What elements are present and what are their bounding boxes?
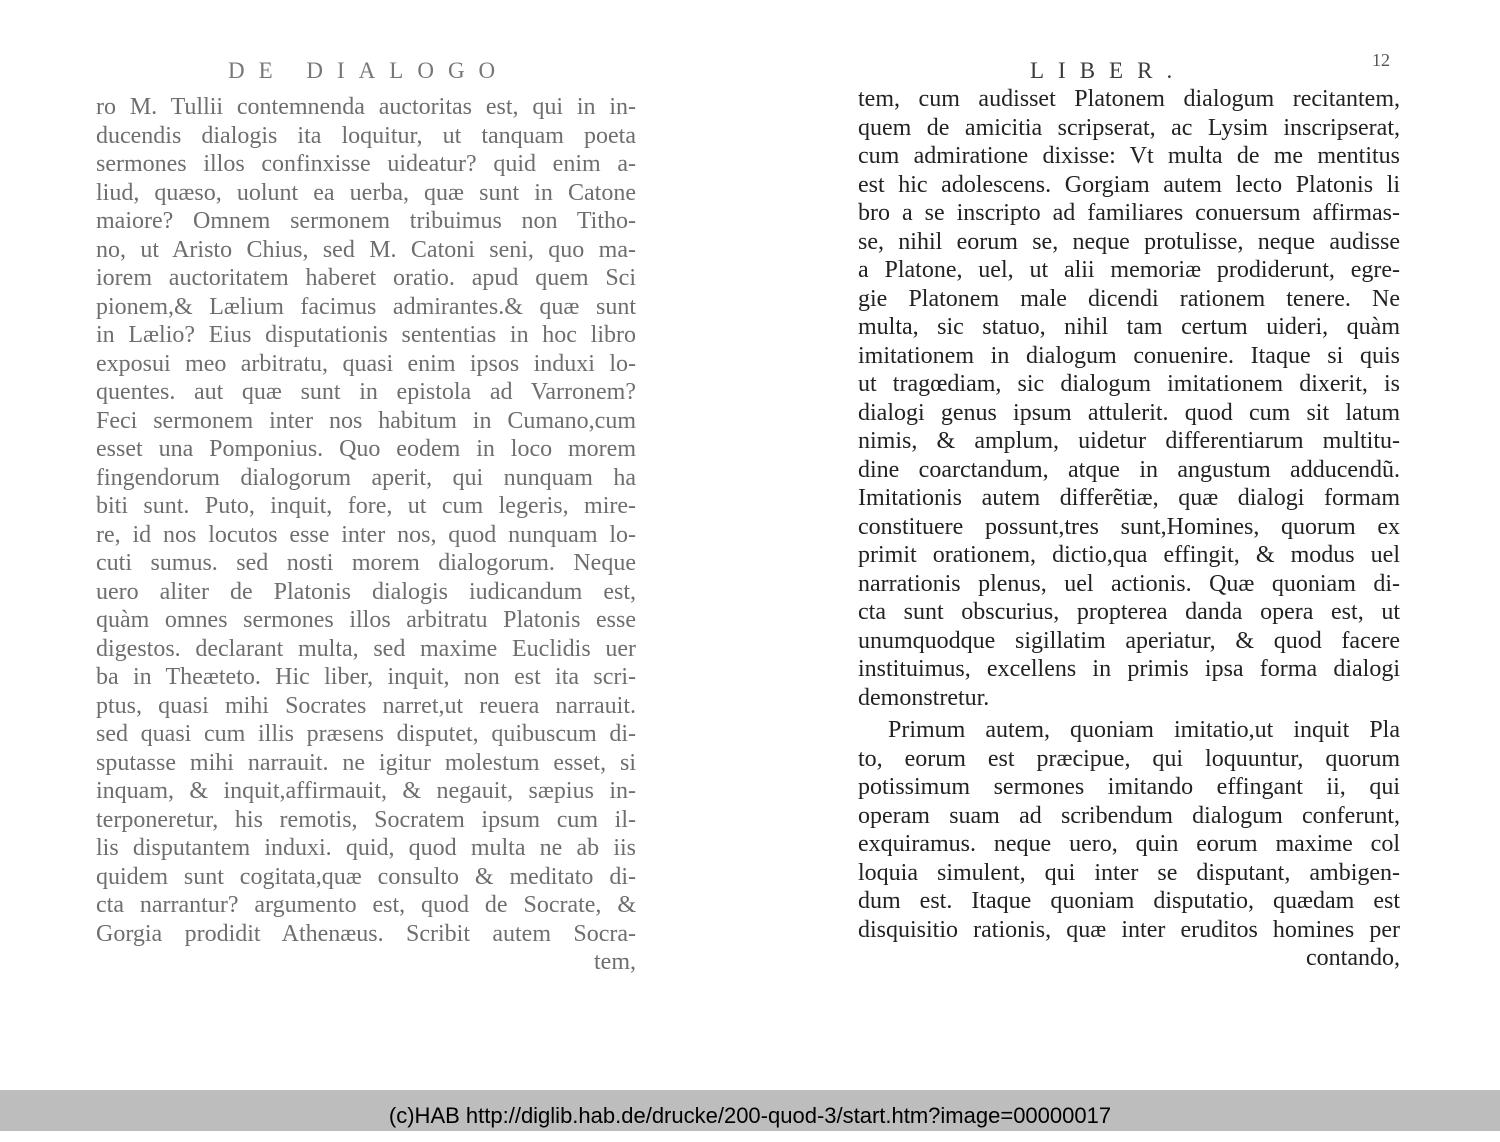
text-line: imitationem in dialogum conuenire. Itaque si quis xyxy=(858,342,1400,369)
text-line: disquisitio rationis, quæ inter eruditos homines per xyxy=(858,916,1400,943)
catchword-left: tem, xyxy=(594,949,636,975)
text-line: re, id nos locutos esse inter nos, quod nunquam lo- xyxy=(96,521,636,548)
text-line: bro a se inscripto ad familiares conuersum affirmas- xyxy=(858,200,1400,226)
page-number: 12 xyxy=(1372,50,1390,70)
text-line: sed quasi cum illis præsens disputet, quibuscum di- xyxy=(96,721,636,747)
text-line: multa, sic statuo, nihil tam certum uideri, quàm xyxy=(858,314,1400,340)
text-line: narrationis plenus, uel actionis. Quæ quoniam di- xyxy=(858,570,1400,597)
text-line: sermones illos confinxisse uideatur? quid enim a- xyxy=(96,151,636,177)
text-line: fingendorum dialogorum aperit, qui nunquam ha xyxy=(96,464,636,491)
catchword-right: contando, xyxy=(1306,945,1400,971)
text-line: sputasse mihi narrauit. ne igitur molestum esset, si xyxy=(96,749,636,776)
text-line: operam suam ad scribendum dialogum conferunt, xyxy=(858,802,1400,829)
text-line: cum admiratione dixisse: Vt multa de me mentitus xyxy=(858,143,1400,169)
text-line: demonstretur. xyxy=(858,684,990,711)
text-line: Gorgia prodidit Athenæus. Scribit autem Socra- xyxy=(96,920,636,947)
text-line: liud, quæso, uolunt ea uerba, quæ sunt in Catone xyxy=(96,179,636,206)
text-line: constituere possunt,tres sunt,Homines, quorum ex xyxy=(858,513,1400,540)
text-line: quidem sunt cogitata,quæ consulto & meditato di- xyxy=(96,863,636,890)
text-line: Imitationis autem differẽtiæ, quæ dialogi formam xyxy=(858,485,1400,511)
text-line: cuti sumus. sed nosti morem dialogorum. Neque xyxy=(96,550,636,576)
text-line: dine coarctandum, atque in angustum adducendũ. xyxy=(858,456,1400,483)
text-line: ut tragœdiam, sic dialogum imitationem dixerit, is xyxy=(858,371,1400,397)
text-line: quentes. aut quæ sunt in epistola ad Varronem? xyxy=(96,379,636,405)
text-line: pionem,& Lælium facimus admirantes.& quæ sunt xyxy=(96,293,636,320)
text-line: instituimus, excellens in primis ipsa forma dialogi xyxy=(858,656,1400,682)
left-text-block xyxy=(96,93,636,977)
text-line: Primum autem, quoniam imitatio,ut inquit Pla xyxy=(888,717,1400,743)
text-line: est hic adolescens. Gorgiam autem lecto Platonis li xyxy=(858,171,1400,198)
text-line: no, ut Aristo Chius, sed M. Catoni seni, quo ma- xyxy=(96,236,636,263)
text-line: exposui meo arbitratu, quasi enim ipsos induxi lo- xyxy=(96,350,636,377)
text-line: ducendis dialogis ita loquitur, ut tanquam poeta xyxy=(96,122,636,149)
right-page xyxy=(750,0,1500,1090)
left-page xyxy=(0,0,750,1090)
copyright-footer: (c)HAB http://diglib.hab.de/drucke/200-quod-3/start.htm?image=00000017 xyxy=(0,1090,1500,1131)
right-text-block xyxy=(858,85,1400,973)
text-line: potissimum sermones imitando effingant ii, qui xyxy=(858,774,1400,800)
text-line: ptus, quasi mihi Socrates narret,ut reuera narrauit. xyxy=(96,692,636,719)
text-line: ro M. Tullii contemnenda auctoritas est, qui in in- xyxy=(96,94,636,120)
text-line: gie Platonem male dicendi rationem tenere. Ne xyxy=(858,285,1400,312)
text-line: inquam, & inquit,affirmauit, & negauit, sæpius in- xyxy=(96,778,636,804)
text-line: se, nihil eorum se, neque protulisse, neque audisse xyxy=(858,228,1400,255)
running-head-right: LIBER. xyxy=(1030,58,1187,83)
text-line: cta sunt obscurius, propterea danda opera est, ut xyxy=(858,599,1400,625)
text-line: tem, cum audisset Platonem dialogum recitantem, xyxy=(858,86,1400,112)
text-line: primit orationem, dictio,qua effingit, & modus uel xyxy=(858,542,1400,568)
text-line: biti sunt. Puto, inquit, fore, ut cum legeris, mire- xyxy=(96,493,636,519)
text-line: quàm omnes sermones illos arbitratu Platonis esse xyxy=(96,607,636,633)
running-head-left: DE DIALOGO xyxy=(228,58,510,83)
text-line: maiore? Omnem sermonem tribuimus non Titho- xyxy=(96,208,636,234)
text-line: iorem auctoritatem haberet oratio. apud quem Sci xyxy=(96,265,636,291)
text-line: digestos. declarant multa, sed maxime Euclidis uer xyxy=(96,635,636,662)
text-line: cta narrantur? argumento est, quod de Socrate, & xyxy=(96,892,636,918)
text-line: quem de amicitia scripserat, ac Lysim inscripserat, xyxy=(858,114,1400,141)
text-line: uero aliter de Platonis dialogis iudicandum est, xyxy=(96,578,636,605)
text-line: lis disputantem induxi. quid, quod multa ne ab iis xyxy=(96,835,636,861)
text-line: dialogi genus ipsum attulerit. quod cum sit latum xyxy=(858,399,1400,426)
text-line: in Lælio? Eius disputationis sententias in hoc libro xyxy=(96,322,636,348)
text-line: nimis, & amplum, uidetur differentiarum multitu- xyxy=(858,428,1400,454)
text-line: Feci sermonem inter nos habitum in Cumano,cum xyxy=(96,407,636,434)
text-line: to, eorum est præcipue, qui loquuntur, quorum xyxy=(858,745,1400,772)
text-line: loquia simulent, qui inter se disputant, ambigen- xyxy=(858,859,1400,886)
text-line: esset una Pomponius. Quo eodem in loco morem xyxy=(96,436,636,462)
text-line: a Platone, uel, ut alii memoriæ prodiderunt, egre- xyxy=(858,257,1400,283)
text-line: terponeretur, his remotis, Socratem ipsum cum il- xyxy=(96,806,636,833)
text-line: ba in Theæteto. Hic liber, inquit, non est ita scri- xyxy=(96,664,636,690)
text-line: exquiramus. neque uero, quin eorum maxime col xyxy=(858,831,1400,857)
text-line: unumquodque sigillatim aperiatur, & quod facere xyxy=(858,627,1400,654)
text-line: dum est. Itaque quoniam disputatio, quædam est xyxy=(858,888,1400,914)
